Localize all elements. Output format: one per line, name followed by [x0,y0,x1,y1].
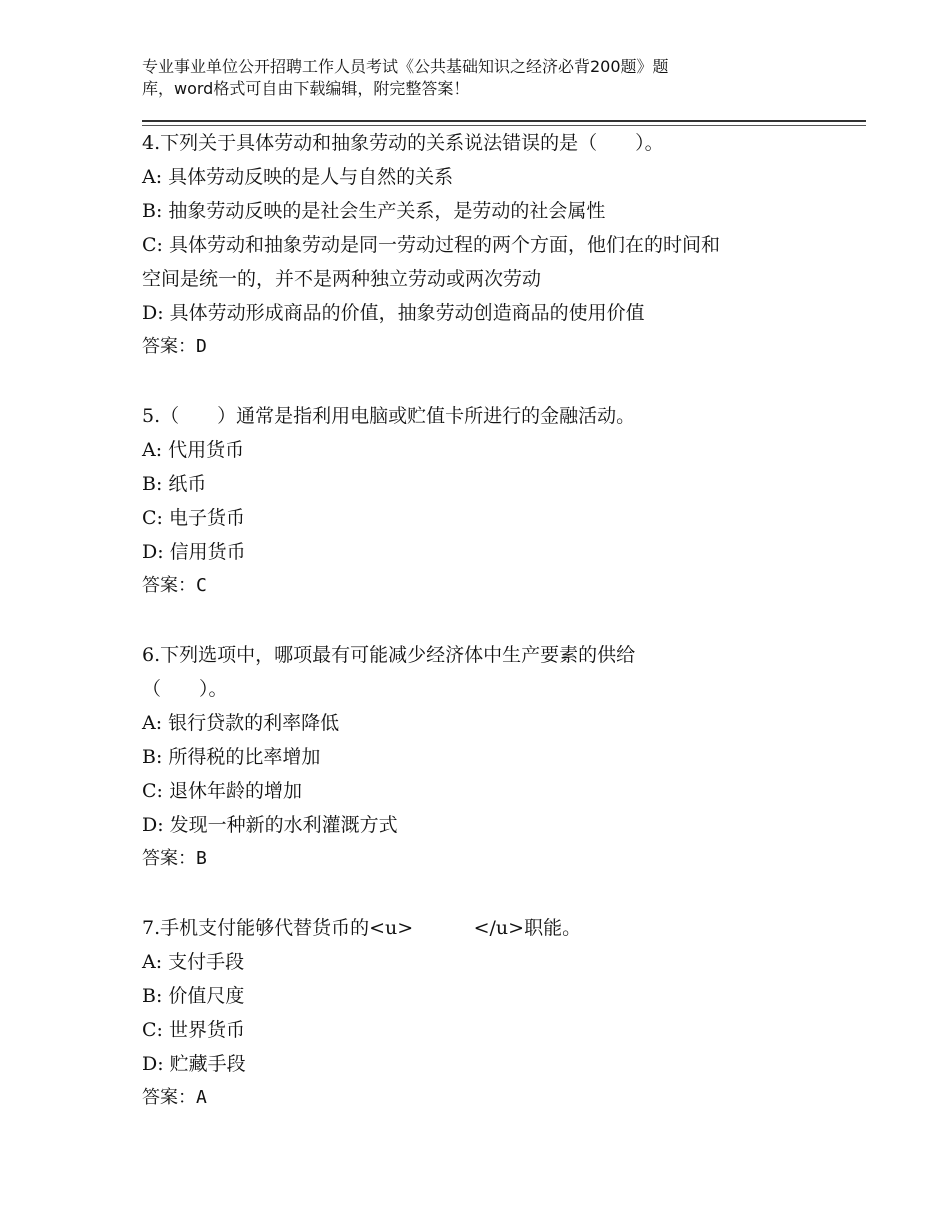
option-c: C: 退休年龄的增加 [142,780,302,802]
header-divider-thick [142,120,866,122]
answer-label: 答案： [142,1087,196,1108]
option-b: B: 价值尺度 [142,985,245,1007]
option-a: A: 代用货币 [142,439,245,461]
question-7 [142,911,822,1115]
option-c: C: 电子货币 [142,507,245,529]
answer-line [142,1081,822,1115]
option-a: A: 支付手段 [142,951,245,973]
option-d: D: 发现一种新的水利灌溉方式 [142,814,398,836]
option-a: A: 具体劳动反映的是人与自然的关系 [142,166,454,188]
option-a: A: 银行贷款的利率降低 [142,712,340,734]
answer-line [142,330,822,364]
question-stem: 4.下列关于具体劳动和抽象劳动的关系说法错误的是（ ）。 [142,132,664,154]
answer-value: B [196,848,207,869]
option-b: B: 抽象劳动反映的是社会生产关系，是劳动的社会属性 [142,200,606,222]
question-stem: 6.下列选项中，哪项最有可能减少经济体中生产要素的供给 [142,644,636,666]
answer-value: D [196,336,207,357]
option-d: D: 贮藏手段 [142,1053,246,1075]
header-line-2: 库，word格式可自由下载编辑，附完整答案！ [142,79,470,98]
header-line-1: 专业事业单位公开招聘工作人员考试《公共基础知识之经济必背200题》题 [142,57,669,76]
document-header [142,56,782,100]
option-c: C: 具体劳动和抽象劳动是同一劳动过程的两个方面，他们在的时间和 [142,234,720,256]
question-stem-continued: （ ）。 [142,678,228,700]
option-d: D: 信用货币 [142,541,246,563]
option-c-continued: 空间是统一的，并不是两种独立劳动或两次劳动 [142,268,542,290]
question-6 [142,638,822,876]
answer-line [142,842,822,876]
question-stem: 5.（ ）通常是指利用电脑或贮值卡所进行的金融活动。 [142,405,636,427]
option-b: B: 纸币 [142,473,207,495]
question-stem: 7.手机支付能够代替货币的<u> </u>职能。 [142,917,582,939]
answer-value: A [196,1087,207,1108]
answer-label: 答案： [142,575,196,596]
answer-label: 答案： [142,848,196,869]
option-d: D: 具体劳动形成商品的价值，抽象劳动创造商品的使用价值 [142,302,645,324]
answer-value: C [196,575,207,596]
answer-label: 答案： [142,336,196,357]
answer-line [142,569,822,603]
question-5 [142,399,822,603]
option-c: C: 世界货币 [142,1019,245,1041]
option-b: B: 所得税的比率增加 [142,746,321,768]
question-4 [142,126,822,364]
